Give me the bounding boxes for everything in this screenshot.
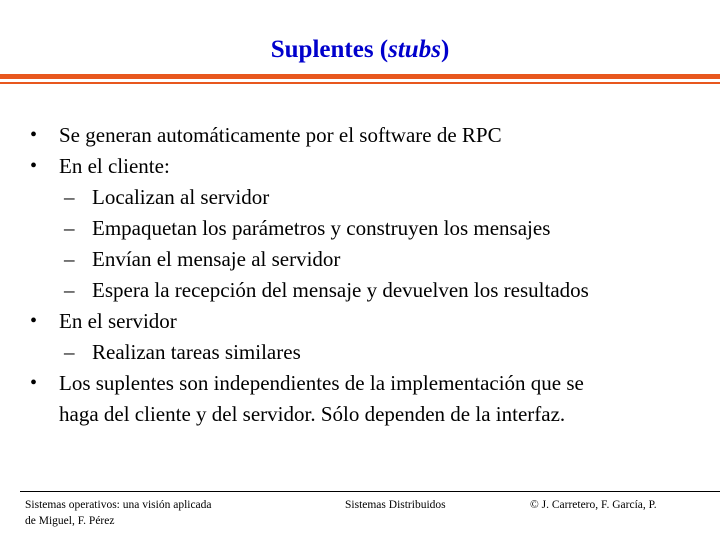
dash-icon: – xyxy=(64,278,75,302)
bullet-icon: • xyxy=(30,310,38,332)
bullet-text: En el servidor xyxy=(59,309,177,333)
bullet-text: haga del cliente y del servidor. Sólo dependen de la interfaz. xyxy=(59,402,566,426)
bullet-continuation xyxy=(0,399,720,430)
dash-icon: – xyxy=(64,216,75,240)
title-rule-thick xyxy=(0,74,720,79)
sub-bullet-item xyxy=(0,244,720,275)
bullet-item xyxy=(0,306,720,337)
bullet-text: Los suplentes son independientes de la implementación que se xyxy=(59,371,584,395)
footer-book-title: Sistemas operativos: una visión aplicada xyxy=(25,499,212,511)
footer-rule xyxy=(20,491,720,492)
bullet-icon: • xyxy=(30,372,38,394)
footer-copyright: © J. Carretero, F. García, P. xyxy=(530,499,657,511)
slide-title xyxy=(0,34,720,66)
footer-book-credit xyxy=(25,497,285,529)
title-rule-thin xyxy=(0,82,720,84)
bullet-icon: • xyxy=(30,155,38,177)
sub-bullet-item xyxy=(0,213,720,244)
dash-icon: – xyxy=(64,247,75,271)
title-close: ) xyxy=(440,36,450,63)
footer-book-authors: de Miguel, F. Pérez xyxy=(25,515,115,527)
sub-bullet-item xyxy=(0,275,720,306)
sub-bullet-text: Espera la recepción del mensaje y devuelven los resultados xyxy=(92,278,589,302)
bullet-text: En el cliente: xyxy=(59,154,170,178)
bullet-icon: • xyxy=(30,124,38,146)
dash-icon: – xyxy=(64,185,75,209)
title-main: Suplentes ( xyxy=(270,36,389,63)
bullet-list xyxy=(0,120,720,430)
sub-bullet-text: Empaquetan los parámetros y construyen los mensajes xyxy=(92,216,551,240)
sub-bullet-text: Realizan tareas similares xyxy=(92,340,301,364)
bullet-item xyxy=(0,368,720,399)
sub-bullet-item xyxy=(0,182,720,213)
dash-icon: – xyxy=(64,340,75,364)
title-emphasis: stubs xyxy=(388,36,441,63)
bullet-item xyxy=(0,151,720,182)
sub-bullet-item xyxy=(0,337,720,368)
sub-bullet-text: Envían el mensaje al servidor xyxy=(92,247,341,271)
bullet-text: Se generan automáticamente por el software de RPC xyxy=(59,123,502,147)
bullet-item xyxy=(0,120,720,151)
sub-bullet-text: Localizan al servidor xyxy=(92,185,270,209)
footer-course: Sistemas Distribuidos xyxy=(345,499,446,511)
